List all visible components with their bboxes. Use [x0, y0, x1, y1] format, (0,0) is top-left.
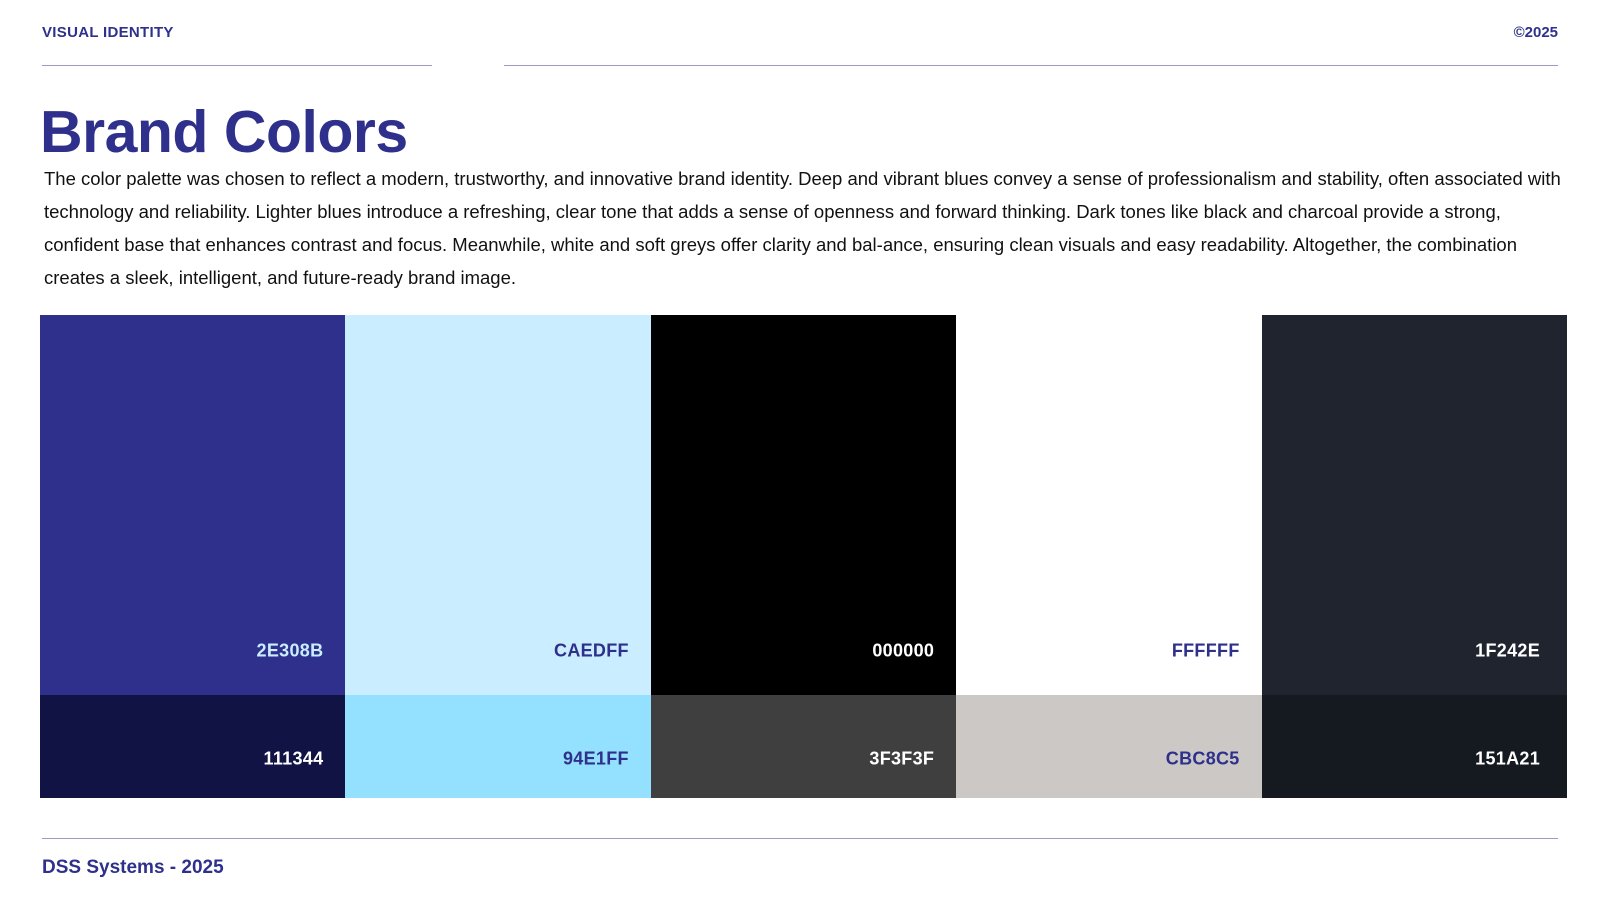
palette-column-3	[651, 315, 956, 798]
top-divider-right	[504, 65, 1558, 66]
palette-column-2	[345, 315, 650, 798]
description-paragraph: The color palette was chosen to reflect a modern, trustworthy, and innovative brand identity. Deep and vibrant blues convey a sense of professionalism and stability, often associated with technology and reliability. Lighter blues introduce a refreshing, clear tone that adds a sense of openness and forward thinking. Dark tones like black and charcoal provide a strong, confident base that enhances contrast and focus. Meanwhile, white and soft greys offer clarity and bal-ance, ensuring clean visuals and easy readability. Altogether, the combination creates a sleek, intelligent, and future-ready brand image.	[44, 168, 1561, 288]
copyright: ©2025	[1513, 24, 1558, 41]
hex-code-label: 94E1FF	[562, 748, 629, 769]
color-swatch-primary	[40, 315, 345, 695]
section-label: VISUAL IDENTITY	[42, 24, 174, 41]
hex-code-label: 151A21	[1475, 748, 1541, 769]
hex-code-label: 1F242E	[1475, 640, 1541, 661]
color-swatch-primary	[956, 315, 1261, 695]
color-swatch-primary	[651, 315, 956, 695]
footer-text: DSS Systems - 2025	[42, 857, 224, 878]
top-divider-left	[42, 65, 432, 66]
bottom-divider	[42, 838, 1558, 839]
color-swatch-primary	[1262, 315, 1567, 695]
color-swatch-primary	[345, 315, 650, 695]
color-swatch-secondary	[40, 695, 345, 798]
hex-code-label: CBC8C5	[1165, 748, 1240, 769]
palette-column-4	[956, 315, 1261, 798]
color-swatch-secondary	[651, 695, 956, 798]
hex-code-label: 111344	[263, 748, 324, 769]
hex-code-label: FFFFFF	[1171, 640, 1240, 661]
hex-code-label: 3F3F3F	[869, 748, 935, 769]
hex-code-label: CAEDFF	[554, 640, 629, 661]
color-swatch-secondary	[956, 695, 1261, 798]
page-title: Brand Colors	[40, 99, 408, 165]
palette-column-5	[1262, 315, 1567, 798]
color-swatch-secondary	[345, 695, 650, 798]
hex-code-label: 000000	[872, 640, 935, 661]
color-swatch-secondary	[1262, 695, 1567, 798]
palette-column-1	[40, 315, 345, 798]
color-palette	[40, 315, 1567, 798]
hex-code-label: 2E308B	[256, 640, 324, 661]
